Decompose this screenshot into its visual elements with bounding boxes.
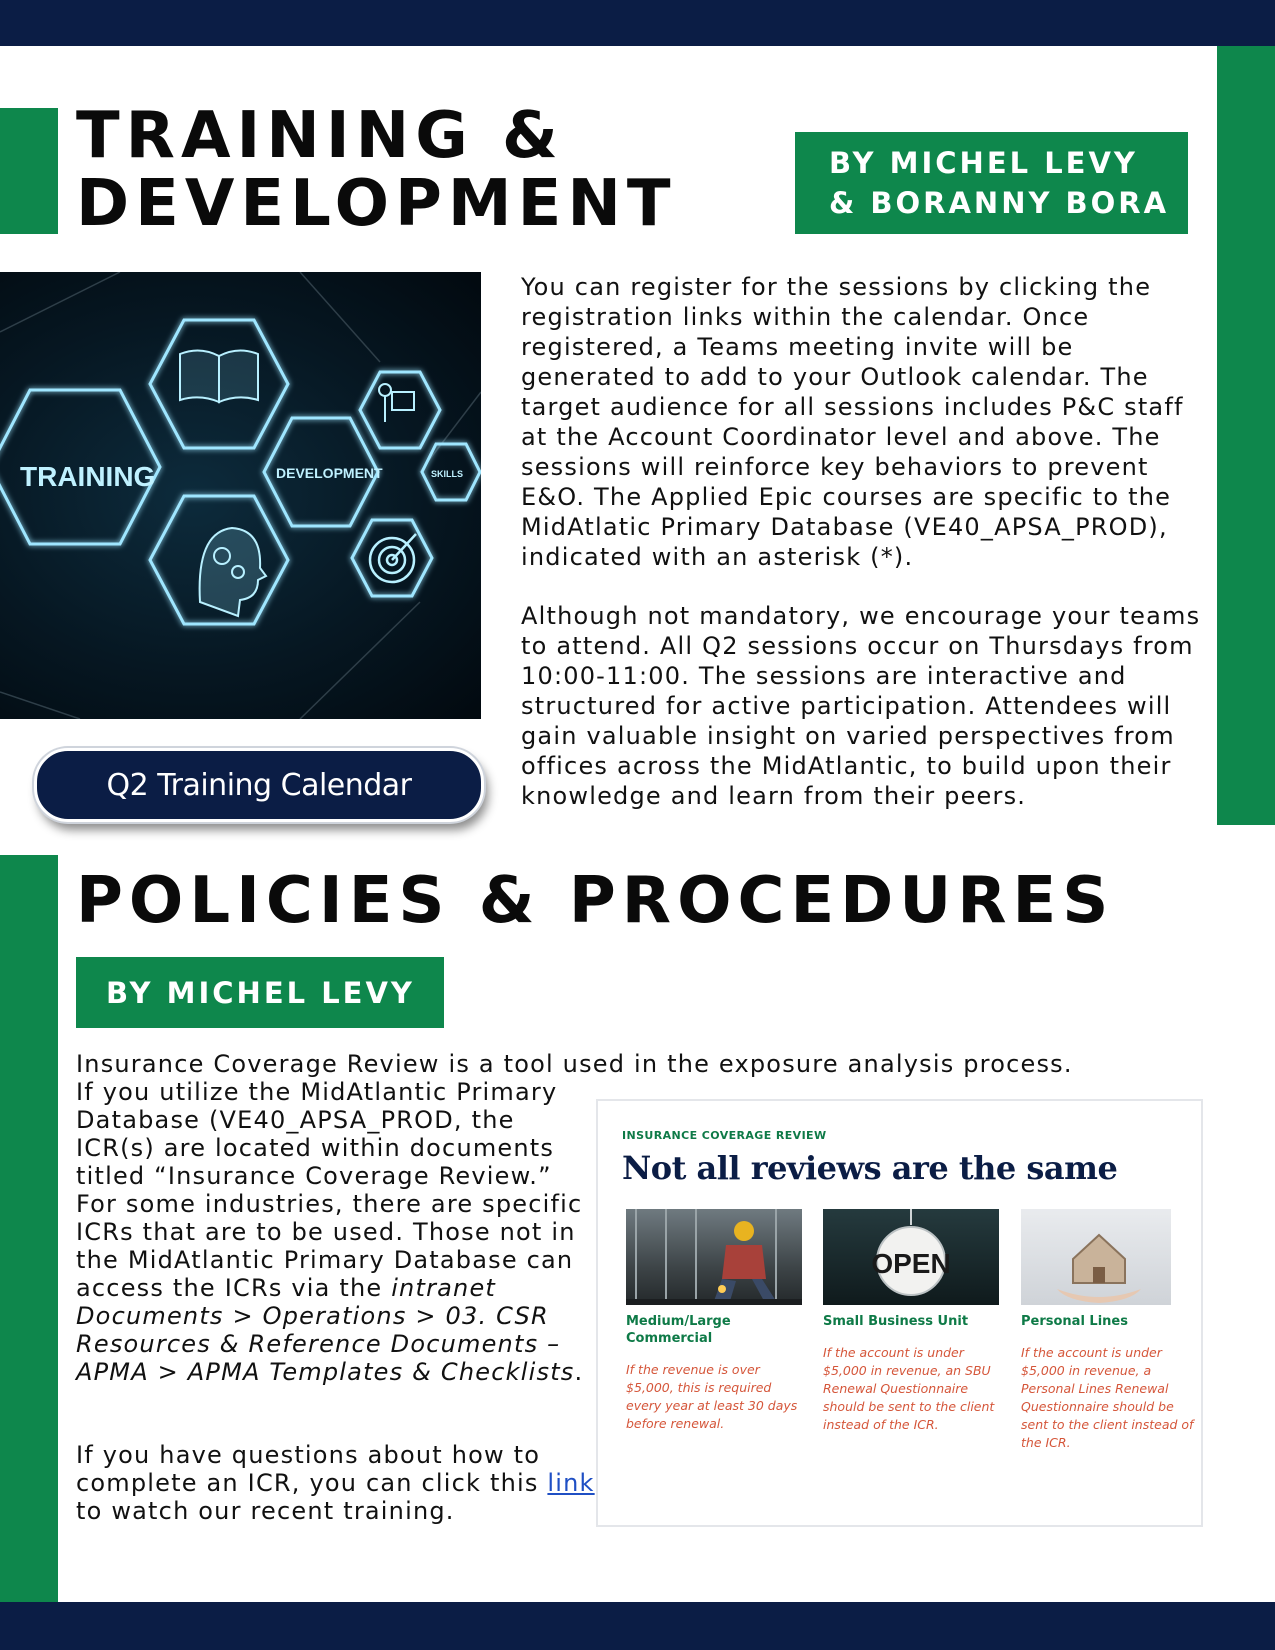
open-sign-photo bbox=[823, 1209, 999, 1305]
presenter-icon bbox=[379, 384, 414, 422]
icr-column-body: If the revenue is over $5,000, this is required every year at least 30 days before renewal. bbox=[626, 1362, 798, 1431]
training-byline-line-1: BY MICHEL LEVY bbox=[829, 146, 1138, 180]
icr-document-path: intranet Documents > Operations > 03. CSR Resources & Reference Documents – APMA > APMA Templates & Checklists bbox=[76, 1274, 575, 1386]
training-title bbox=[76, 99, 677, 241]
icr-card bbox=[596, 1099, 1203, 1527]
book-icon bbox=[180, 350, 258, 402]
bottom-band bbox=[0, 1602, 1275, 1650]
house-in-hand-photo bbox=[1021, 1209, 1171, 1305]
right-accent-bar bbox=[1217, 46, 1275, 825]
training-hero-image bbox=[0, 272, 481, 719]
policies-paragraph-2 bbox=[76, 1441, 596, 1525]
hero-label-development: DEVELOPMENT bbox=[276, 465, 383, 481]
hero-label-skills: SKILLS bbox=[431, 469, 464, 479]
policies-paragraph-2-text: If you have questions about how to complete an ICR, you can click this bbox=[76, 1441, 548, 1497]
policies-byline bbox=[76, 957, 444, 1028]
worker-icon bbox=[626, 1209, 802, 1305]
training-recording-link[interactable]: link bbox=[547, 1469, 595, 1497]
policies-title: POLICIES & PROCEDURES bbox=[76, 864, 1115, 938]
hexagon-illustration bbox=[0, 272, 481, 719]
construction-worker-photo bbox=[626, 1209, 802, 1305]
hero-label-training: TRAINING bbox=[20, 461, 156, 492]
training-title-line-1: TRAINING & bbox=[76, 99, 564, 173]
q2-training-calendar-label: Q2 Training Calendar bbox=[106, 767, 412, 803]
q2-training-calendar-button[interactable] bbox=[34, 748, 484, 822]
left-accent-bar bbox=[0, 855, 58, 1602]
top-band bbox=[0, 0, 1275, 46]
head-gears-icon bbox=[200, 528, 266, 616]
icr-column-commercial bbox=[626, 1209, 802, 1433]
open-sign-text: OPEN bbox=[871, 1248, 951, 1279]
icr-column-title: Small Business Unit bbox=[823, 1314, 969, 1329]
training-paragraph-1: You can register for the sessions by clicking the registration links within the calendar. Once registered, a Teams meeting invite will be generated to add to your Outlook calendar. The target audience for all sessions includes P&C staff at the Account Coordinator level and above. The sessions will reinforce key behaviors to prevent E&O. The Applied Epic courses are specific to the MidAtlatic Primary Database (VE40_APSA_PROD), indicated with an asterisk (*). bbox=[521, 273, 1184, 571]
policies-paragraph-2-end: to watch our recent training. bbox=[76, 1497, 455, 1525]
training-byline bbox=[795, 132, 1188, 234]
policies-paragraph-1-text: If you utilize the MidAtlantic Primary Database (VE40_APSA_PROD, the ICR(s) are located within documents titled “Insurance Coverage Review.” For some industries, there are specific ICRs that are to be used. Those not in the MidAtlantic Primary Database can access the ICRs via the bbox=[76, 1078, 583, 1302]
policies-intro: Insurance Coverage Review is a tool used in the exposure analysis process. bbox=[76, 1050, 1073, 1078]
icr-column-small-business bbox=[823, 1209, 999, 1434]
house-icon bbox=[1021, 1209, 1171, 1305]
icr-column-body: If the account is under $5,000 in revenue, an SBU Renewal Questionnaire should be sent to the client instead of the ICR. bbox=[823, 1345, 995, 1432]
icr-eyebrow: INSURANCE COVERAGE REVIEW bbox=[622, 1129, 827, 1142]
policies-paragraph-1 bbox=[76, 1078, 596, 1386]
icr-column-body: If the account is under $5,000 in revenue, a Personal Lines Renewal Questionnaire should be sent to the client instead of the ICR. bbox=[1021, 1345, 1194, 1450]
open-sign-icon bbox=[823, 1209, 999, 1305]
training-byline-line-2: & BORANNY BORA bbox=[829, 186, 1170, 220]
policies-paragraph-1-end: . bbox=[574, 1358, 584, 1386]
icr-column-title: Medium/Large Commercial bbox=[626, 1314, 731, 1346]
training-paragraph-2: Although not mandatory, we encourage your teams to attend. All Q2 sessions occur on Thursdays from 10:00-11:00. The sessions are interactive and structured for active participation. Attendees will gain valuable insight on varied perspectives from offices across the MidAtlantic, to build upon their knowledge and learn from their peers. bbox=[521, 602, 1201, 810]
icr-column-personal-lines bbox=[1021, 1209, 1197, 1452]
training-title-line-2: DEVELOPMENT bbox=[76, 167, 677, 241]
target-icon bbox=[370, 534, 416, 582]
icr-column-title: Personal Lines bbox=[1021, 1314, 1128, 1329]
policies-byline-label: BY MICHEL LEVY bbox=[106, 975, 415, 1010]
icr-heading: Not all reviews are the same bbox=[622, 1149, 1118, 1187]
left-accent-block bbox=[0, 108, 58, 234]
